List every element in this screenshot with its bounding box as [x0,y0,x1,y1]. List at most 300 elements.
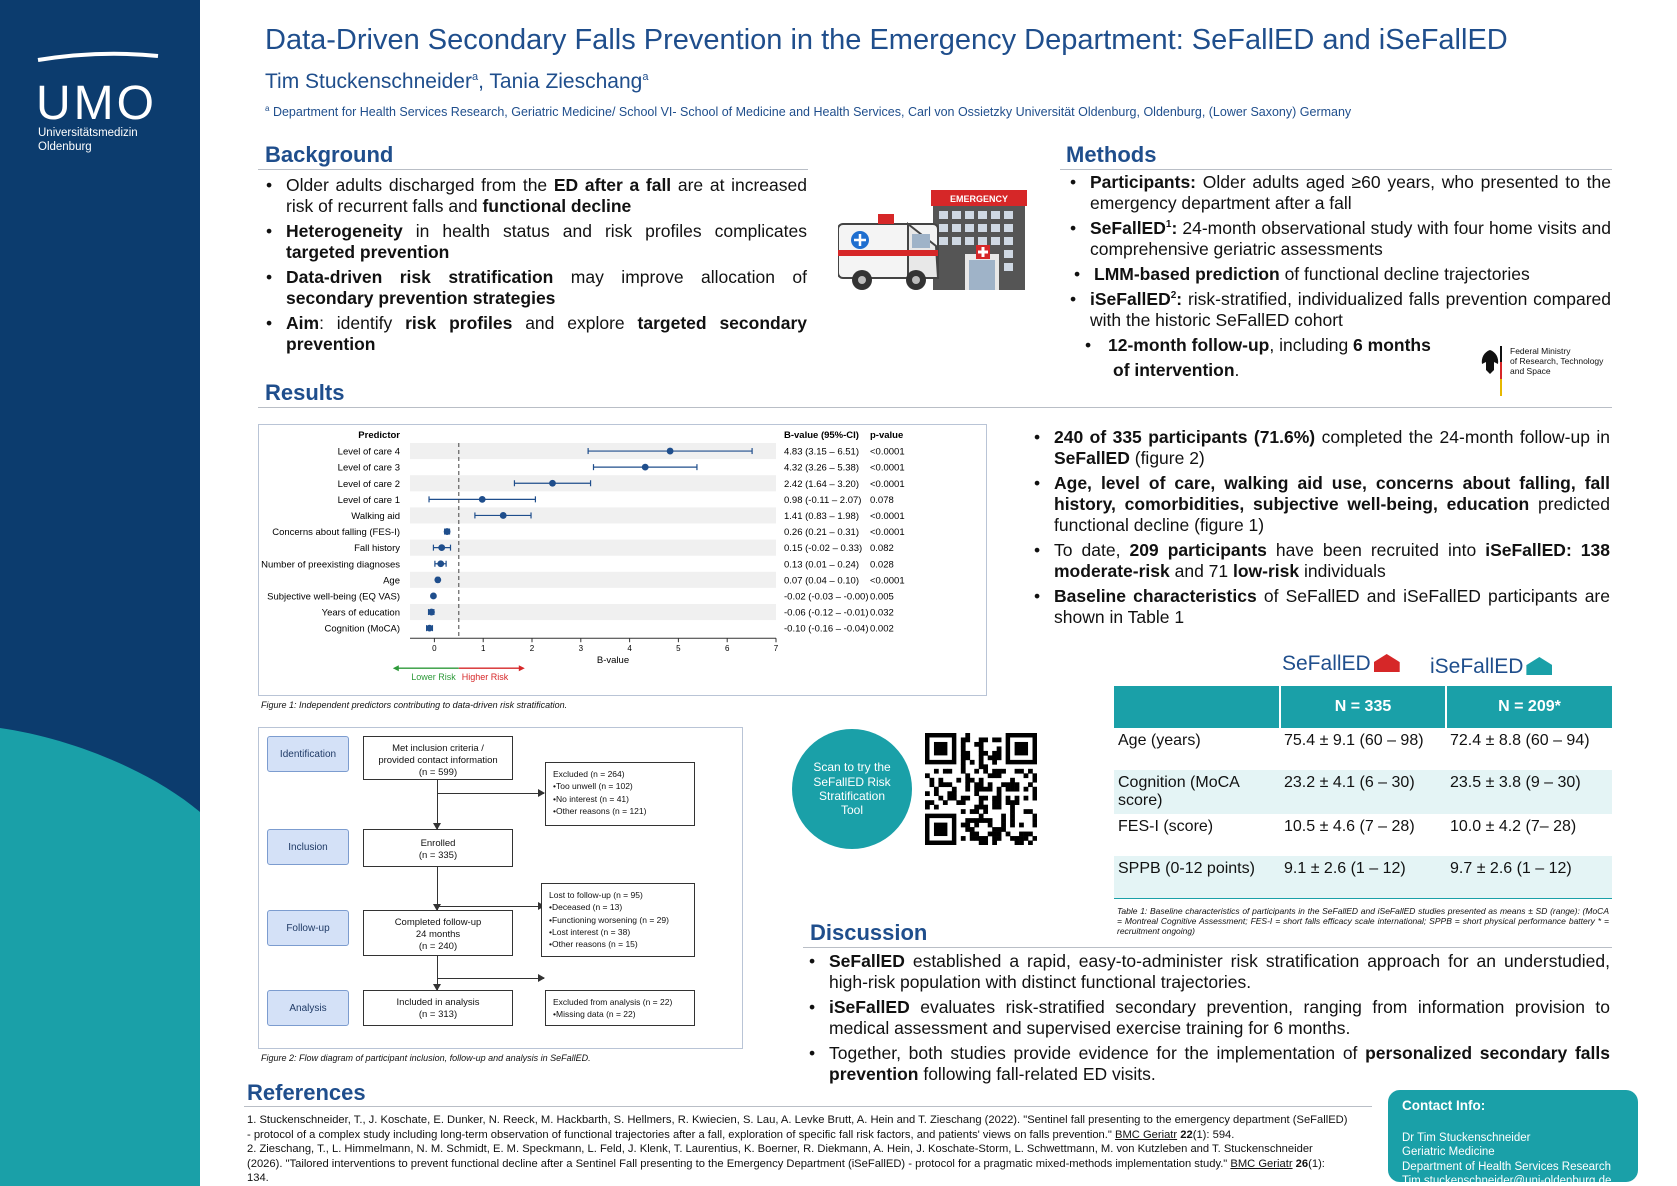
qr-module [1033,791,1037,796]
forest-ci-text: 0.13 (0.01 – 0.24) [784,559,859,571]
forest-p-text: 0.078 [870,494,894,506]
methods-bullet-5: • 12-month follow-up, including 6 months of intervention. [1085,335,1431,380]
qr-module [997,769,1002,774]
qr-module [1028,841,1033,845]
qr-module [1015,841,1020,845]
qr-module [997,805,1002,810]
qr-module [988,755,993,760]
forest-p-text: 0.002 [870,623,894,635]
qr-module [1001,782,1006,787]
qr-module [943,800,948,805]
qr-module [1006,832,1011,837]
qr-module [965,733,970,738]
qr-module [1033,778,1037,783]
qr-module [983,796,988,801]
qr-module [929,782,934,787]
stage-analysis: Analysis [267,990,349,1026]
qr-module [925,800,930,805]
table-header-sefalled: N = 335 [1280,686,1446,728]
table-row [1114,770,1612,814]
qr-module [970,760,975,765]
background-bullet-1: • Older adults discharged from the ED after a fall are at increased risk of recurrent falls and functional decline [262,175,807,217]
qr-module [992,805,997,810]
author-separator: , [478,70,490,93]
qr-module [943,769,948,774]
higher-risk-label: Higher Risk [461,672,509,683]
qr-module [929,800,934,805]
arrow-2 [437,867,438,910]
qr-module [992,841,997,845]
discussion-bullet-2: • iSeFallED evaluates risk-stratified secondary prevention, ranging from information provision to medical assessment and supervised exercise training for 6 months. [805,997,1610,1039]
forest-ci-text: 2.42 (1.64 – 3.20) [784,478,859,490]
affiliation-text: Department for Health Services Research, Geriatric Medicine/ School VI- School of Medicine and Health Services, Carl von Ossietzky Universität Oldenburg, Oldenburg, (Lower Saxony) Germany [272,105,1352,120]
qr-module [992,800,997,805]
contact-dept-1: Geriatric Medicine [1402,1146,1495,1159]
qr-module [988,782,993,787]
qr-module [974,787,979,792]
qr-module [992,755,997,760]
table-row [1114,728,1612,770]
qr-module [1001,827,1006,832]
qr-module [992,769,997,774]
qr-module [1001,814,1006,819]
qr-module [934,791,939,796]
qr-module [1010,787,1015,792]
qr-module [1006,782,1011,787]
qr-module [965,796,970,801]
author-2: Tania Zieschang [489,70,643,93]
methods-sublist-1 [1050,264,1610,289]
forest-p-text: 0.028 [870,559,894,571]
forest-plot [258,424,987,696]
forest-row-band [410,572,776,588]
references-list [247,1113,1349,1186]
forest-p-text: <0.0001 [870,575,905,587]
qr-module [979,800,984,805]
results-bullet-3: • To date, 209 participants have been recruited into iSeFallED: 138 moderate-risk and 71 low-risk individuals [1030,540,1610,582]
qr-module [965,827,970,832]
table-cell: SPPB (0-12 points) [1114,856,1280,898]
forest-header-pvalue: p-value [870,430,904,441]
qr-module [1010,800,1015,805]
qr-module [974,782,979,787]
forest-x-tick-label: 1 [480,644,486,654]
qr-module [961,836,966,841]
qr-module [992,760,997,765]
table-cell: FES-I (score) [1118,818,1214,835]
qr-module [938,782,943,787]
forest-row-label: Fall history [354,543,400,555]
qr-module [1033,814,1037,819]
qr-module [974,742,979,747]
qr-module [965,778,970,783]
forest-row-band [410,540,776,556]
forest-p-text: 0.032 [870,607,894,619]
qr-module [961,746,966,751]
forest-header-bvalue: B-value (95%-CI) [784,430,859,441]
qr-module [965,751,970,756]
stage-follow-up: Follow-up [267,910,349,946]
contact-box [1388,1090,1638,1186]
table-cell: Cognition (MoCA score) [1114,770,1280,814]
methods-bullet-1: • Participants: Older adults aged ≥60 years, who presented to the emergency department after a fall [1066,172,1611,214]
qr-module [1028,809,1033,814]
qr-module [979,836,984,841]
table-cell: 23.2 ± 4.1 (6 – 30) [1280,770,1446,814]
excluded-box: Excluded (n = 264) • Too unwell (n = 102) • No interest (n = 41) • Other reasons (n = 121) [545,762,695,826]
qr-module [988,773,993,778]
qr-module [1024,809,1029,814]
forest-point [667,448,674,455]
funder-line-2: of Research, Technology [1510,355,1604,366]
qr-module [965,782,970,787]
qr-module [1019,836,1024,841]
qr-module [1010,782,1015,787]
qr-module [997,746,1002,751]
funder-name [1510,347,1603,376]
forest-row-label: Walking aid [351,510,400,522]
qr-module [979,737,984,742]
funder-line-3: and Space [1510,365,1551,376]
methods-list-2 [1066,289,1611,335]
forest-p-text: <0.0001 [870,478,905,490]
authors [265,70,648,94]
qr-module [979,742,984,747]
flow-box-follow-up: Completed follow-up 24 months (n = 240) [363,910,513,956]
qr-module [1028,782,1033,787]
isefalled-logo: iSeFallED [1430,655,1552,679]
qr-module [1010,805,1015,810]
forest-row-band [410,475,776,491]
qr-module [983,818,988,823]
arrow-excluded [437,793,544,794]
qr-module [970,836,975,841]
qr-module [947,782,952,787]
arrow-lost [437,906,544,907]
forest-point [642,464,649,471]
qr-module [970,832,975,837]
qr-module [1028,769,1033,774]
lower-risk-label: Lower Risk [411,672,456,683]
qr-module [974,818,979,823]
qr-module [965,737,970,742]
results-rule [258,407,1612,408]
qr-module [1001,818,1006,823]
qr-module [997,800,1002,805]
stage-inclusion: Inclusion [267,829,349,865]
qr-module [979,805,984,810]
qr-module [1033,773,1037,778]
qr-module [925,805,930,810]
qr-module [952,796,957,801]
background-heading: Background [265,142,394,167]
qr-module [961,760,966,765]
qr-module [925,773,930,778]
qr-module [1015,836,1020,841]
forest-ci-text: 0.15 (-0.02 – 0.33) [784,543,863,555]
qr-module [979,814,984,819]
forest-ci-text: 0.98 (-0.11 – 2.07) [784,494,862,506]
forest-p-text: 0.005 [870,591,894,603]
forest-x-tick-label: 3 [578,644,584,654]
qr-module [983,841,988,845]
forest-point [438,544,445,551]
flow-box-enrolled: Enrolled (n = 335) [363,829,513,867]
table-row [1114,856,1612,898]
qr-module [1033,823,1037,828]
qr-module [938,778,943,783]
table-header-isefalled: N = 209* [1446,686,1612,728]
qr-module [943,782,948,787]
qr-module [979,796,984,801]
qr-module [970,827,975,832]
forest-p-text: <0.0001 [870,510,905,522]
qr-module [961,737,966,742]
qr-module [997,827,1002,832]
qr-module [961,809,966,814]
qr-module [947,769,952,774]
forest-x-tick-label: 5 [676,644,681,654]
forest-p-text: <0.0001 [870,446,905,458]
discussion-rule [803,947,1612,948]
results-bullet-2: • Age, level of care, walking aid use, concerns about falling, fall history, comorbidities, subjective well-being, education predicted functional decline (figure 1) [1030,473,1610,536]
affiliation [265,104,1351,119]
background-list [262,175,807,359]
qr-module [983,805,988,810]
forest-ci-text: 4.83 (3.15 – 6.51) [784,446,859,458]
qr-module [983,809,988,814]
forest-x-axis-label: B-value [596,655,630,667]
qr-module [974,791,979,796]
forest-x-tick-label: 0 [432,644,437,654]
forest-point [434,576,441,583]
qr-module [961,800,966,805]
forest-row-label: Number of preexisting diagnoses [261,559,400,571]
qr-module [961,823,966,828]
qr-module [1001,823,1006,828]
qr-module [1015,800,1020,805]
table-cell: Age (years) [1118,732,1201,749]
forest-point [430,593,437,600]
qr-module [979,841,984,845]
qr-module [979,760,984,765]
forest-row-label: Concerns about falling (FES-I) [272,527,400,539]
qr-module [961,751,966,756]
qr-module [961,742,966,747]
qr-module [979,782,984,787]
qr-module [1024,773,1029,778]
qr-module [934,769,939,774]
table-header-empty [1114,686,1280,728]
reference-2: 2. Zieschang, T., L. Himmelmann, N. M. Schmidt, E. M. Speckmann, L. Feld, J. Klenk, T. Laurentius, K. Boerner, R. Diekmann, A. Hein, J. Koschate-Storm, L. Schwettmann, M. von Kutzleben and T. Stuckenschneider (2026). "Tailored interventions to prevent functional decline after a Sentinel Fall presenting to the Emergency Department (iSeFallED) - protocol for a pragmatic mixed-methods implementation study." BMC Geriatr 26(1): 134. [247,1143,1325,1185]
qr-module [929,778,934,783]
qr-module [1010,818,1015,823]
contact-name: Dr Tim Stuckenschneider [1402,1131,1531,1144]
qr-module [1024,787,1029,792]
forest-x-tick-label: 6 [724,644,730,654]
qr-module [988,823,993,828]
forest-ci-text: 1.41 (0.83 – 1.98) [784,510,859,522]
qr-module [979,778,984,783]
qr-module [938,796,943,801]
qr-module [1019,823,1024,828]
forest-row-label: Age [383,575,400,587]
qr-callout: Scan to try the SeFallED Risk Stratification Tool [792,729,912,849]
qr-module [992,836,997,841]
forest-row-label: Years of education [321,607,400,619]
ambulance-hospital-illustration [838,188,1034,296]
qr-module [997,737,1002,742]
qr-module [1033,836,1037,841]
table-bottom-rule [1114,898,1612,899]
sidebar-background [0,0,200,1186]
qr-module [992,796,997,801]
qr-module [1006,787,1011,792]
qr-module [965,755,970,760]
forest-ci-text: 0.26 (0.21 – 0.31) [784,527,859,539]
qr-module [979,818,984,823]
qr-module [997,796,1002,801]
qr-module [1006,800,1011,805]
forest-row-label: Level of care 1 [337,494,400,506]
qr-module [992,827,997,832]
background-bullet-2: • Heterogeneity in health status and risk profiles complicates targeted prevention [262,221,807,263]
results-heading: Results [265,380,345,405]
qr-module [997,791,1002,796]
figure-2-caption: Figure 2: Flow diagram of participant inclusion, follow-up and analysis in SeFallED. [261,1053,591,1063]
methods-bullet-2: • SeFallED$^1$: 24-month observational study with four home visits and comprehensive geriatric assessments [1066,218,1611,260]
table-header-row [1114,686,1612,728]
qr-module [965,773,970,778]
qr-module [1001,769,1006,774]
qr-module [1033,818,1037,823]
qr-module [974,836,979,841]
qr-module [979,764,984,769]
reference-1: 1. Stuckenschneider, T., J. Koschate, E. Dunker, N. Reeck, M. Hackbarth, S. Hellmers, R. Kwiecien, S. Lau, A. Levke Brutt, A. Hein and T. Zieschang (2022). "Sentinel fall presenting to the emergency department (SeFallED) - protocol of a complex study including long-term observation of functional trajectories after a fall, exploration of specific fall risk factors, and patients' views on falls prevention." BMC Geriatr 22(1): 594. [247,1114,1348,1141]
table-cell: 23.5 ± 3.8 (9 – 30) [1446,770,1612,814]
table-cell: 10.5 ± 4.6 (7 – 28) [1284,818,1415,835]
background-bullet-3: • Data-driven risk stratification may improve allocation of secondary prevention strategies [262,267,807,309]
forest-ci-text: 4.32 (3.26 – 5.38) [784,462,859,474]
qr-module [1006,796,1011,801]
contact-email[interactable]: Tim.stuckenschneider@uni-oldenburg.de [1402,1175,1612,1186]
qr-module [1010,778,1015,783]
logo-subtitle-2: Oldenburg [38,141,92,153]
arrow-3 [437,956,438,990]
discussion-heading: Discussion [810,920,928,945]
methods-list [1066,172,1611,264]
federal-eagle-icon [1478,346,1502,396]
qr-module [983,787,988,792]
hospital-sign: EMERGENCY [949,194,1009,204]
qr-module [979,755,984,760]
author-2-affil: a [642,71,649,83]
qr-module [956,800,961,805]
references-rule [244,1106,1372,1107]
figure-1-caption: Figure 1: Independent predictors contributing to data-driven risk stratification. [261,700,568,710]
qr-module [1015,796,1020,801]
forest-ci-text: -0.02 (-0.03 – -0.00) [784,591,869,603]
qr-module [992,832,997,837]
qr-module [979,751,984,756]
lost-to-follow-up-box: Lost to follow-up (n = 95) • Deceased (n = 13) • Functioning worsening (n = 29) • Lost interest (n = 38) • Other reasons (n = 15) [541,883,695,957]
qr-module [952,791,957,796]
qr-module [956,778,961,783]
qr-module [961,755,966,760]
qr-module [1033,796,1037,801]
qr-module [983,751,988,756]
qr-module [961,764,966,769]
qr-code-icon[interactable] [925,733,1037,845]
methods-bullet-3: • LMM-based prediction of functional decline trajectories [1050,264,1610,285]
qr-module [1028,832,1033,837]
affiliation-marker: a [265,104,270,113]
forest-row-label: Subjective well-being (EQ VAS) [267,591,400,603]
qr-module [997,773,1002,778]
logo-subtitle-1: Universitätsmedizin [38,127,138,139]
funder-line-1: Federal Ministry [1510,346,1571,356]
qr-module [934,805,939,810]
qr-module [925,791,930,796]
forest-row-label: Level of care 4 [337,446,400,458]
qr-module [1033,787,1037,792]
qr-module [992,737,997,742]
forest-p-text: <0.0001 [870,527,905,539]
forest-point [428,609,435,616]
references-heading: References [247,1080,366,1105]
contact-dept-2: Department of Health Services Research [1402,1160,1612,1173]
qr-module [997,832,1002,837]
flow-box-identified: Met inclusion criteria / provided contact information (n = 599) [363,736,513,780]
qr-module [961,769,966,774]
background-bullet-4: • Aim: identify risk profiles and explore targeted secondary prevention [262,313,807,355]
reference-1-journal-link[interactable]: BMC Geriatr [1114,1128,1178,1141]
author-1: Tim Stuckenschneider [265,70,472,93]
qr-module [965,823,970,828]
qr-module [983,836,988,841]
table-row [1114,814,1612,856]
forest-row-band [410,507,776,523]
qr-module [979,746,984,751]
qr-module [983,737,988,742]
excluded-analysis-box: Excluded from analysis (n = 22) • Missing data (n = 22) [545,990,695,1026]
qr-module [997,787,1002,792]
stage-identification: Identification [267,736,349,772]
forest-point [444,528,451,535]
arrow-1 [437,780,438,829]
results-bullet-4: • Baseline characteristics of SeFallED and iSeFallED participants are shown in Table 1 [1030,586,1610,628]
baseline-table [1114,686,1612,898]
qr-module [965,818,970,823]
qr-module [965,787,970,792]
reference-2-journal-link[interactable]: BMC Geriatr [1230,1157,1293,1170]
qr-module [1015,742,1028,755]
discussion-list [805,951,1610,1089]
qr-module [974,805,979,810]
umo-logo: UMO [36,77,157,130]
forest-row-label: Level of care 2 [337,478,400,490]
qr-module [1010,823,1015,828]
forest-x-tick-label: 4 [627,644,632,654]
qr-module [1019,769,1024,774]
discussion-bullet-3: • Together, both studies provide evidence for the implementation of personalized secondary falls prevention following fall-related ED visits. [805,1043,1610,1085]
qr-module [988,818,993,823]
qr-module [974,832,979,837]
qr-module [979,787,984,792]
forest-row-label: Cognition (MoCA) [324,623,400,635]
forest-p-text: 0.082 [870,543,894,555]
qr-module [1015,787,1020,792]
